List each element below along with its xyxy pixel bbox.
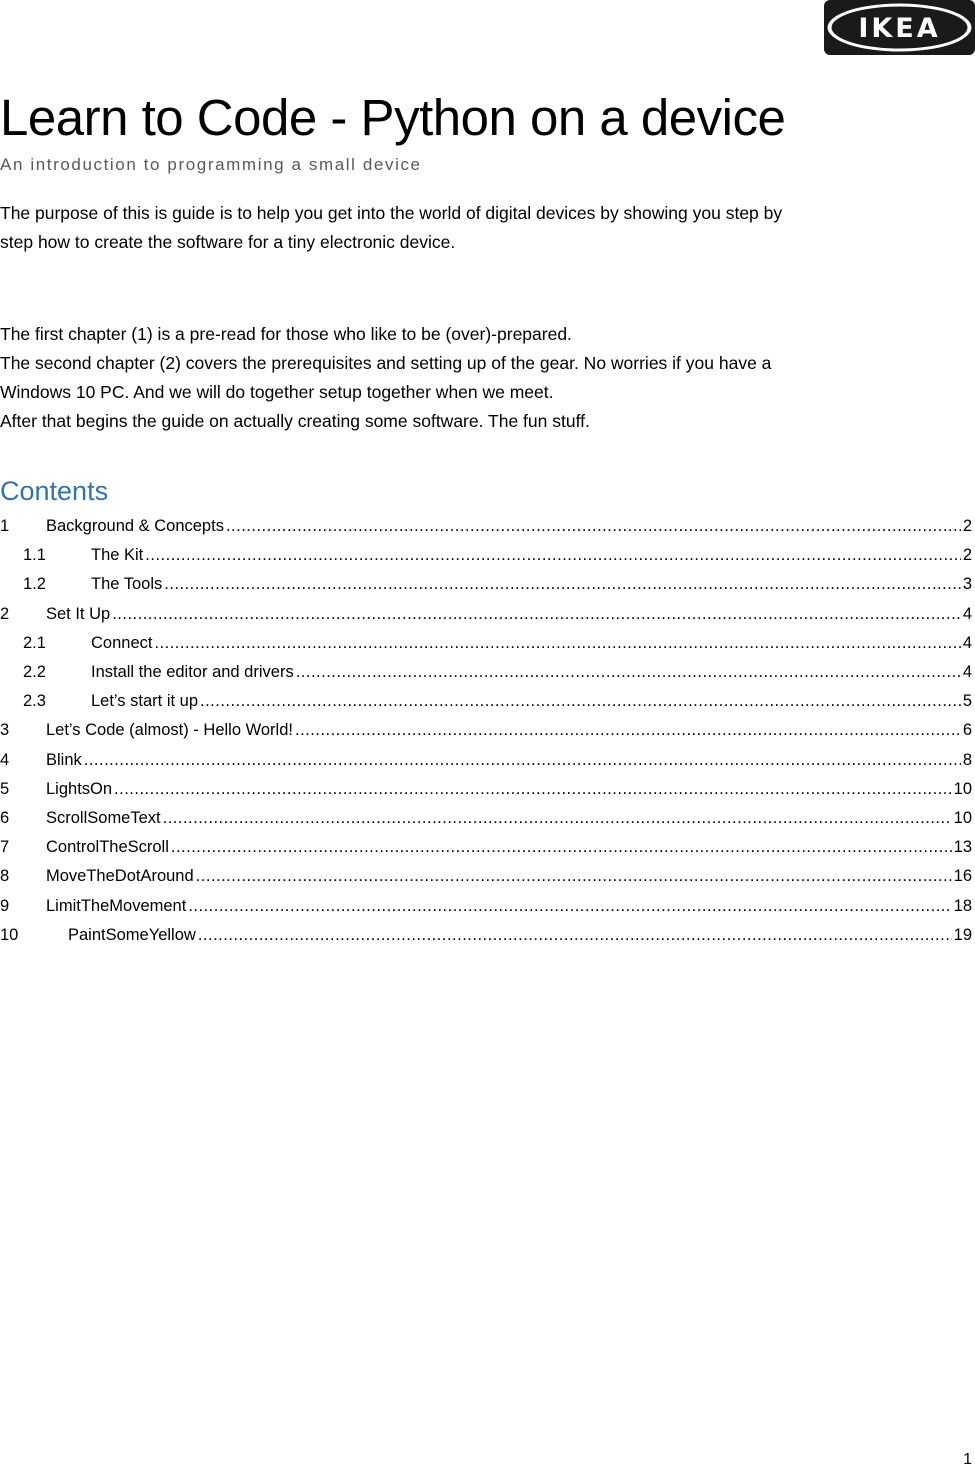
toc-entry-1[interactable] bbox=[0, 512, 975, 541]
toc-entry-number: 2.3 bbox=[23, 692, 46, 711]
toc-entry-page: 4 bbox=[962, 604, 972, 623]
intro-paragraph bbox=[0, 199, 965, 257]
toc-entry-7[interactable] bbox=[0, 833, 975, 862]
toc-entry-number: 3 bbox=[0, 721, 10, 740]
ikea-logo bbox=[824, 0, 975, 55]
document-title: Learn to Code - Python on a device bbox=[0, 89, 786, 146]
toc-dot-leader bbox=[114, 780, 952, 799]
toc-entry-number: 10 bbox=[0, 925, 19, 944]
toc-entry-3[interactable] bbox=[0, 716, 975, 745]
toc-entry-8[interactable] bbox=[0, 862, 975, 891]
toc-entry-1-2[interactable] bbox=[0, 570, 975, 599]
toc-entry-page: 5 bbox=[962, 692, 972, 711]
toc-entry-number: 5 bbox=[0, 779, 10, 798]
toc-entry-6[interactable] bbox=[0, 804, 975, 833]
toc-entry-title: Blink bbox=[46, 750, 82, 769]
toc-entry-2-3[interactable] bbox=[0, 687, 975, 716]
contents-heading: Contents bbox=[0, 476, 109, 506]
toc-entry-title: PaintSomeYellow bbox=[68, 925, 196, 944]
toc-entry-4[interactable] bbox=[0, 746, 975, 775]
toc-dot-leader bbox=[295, 721, 961, 740]
toc-dot-leader bbox=[196, 867, 952, 886]
toc-entry-title: The Tools bbox=[91, 575, 163, 594]
toc-entry-number: 1.1 bbox=[23, 546, 46, 565]
toc-entry-number: 8 bbox=[0, 867, 10, 886]
toc-entry-page: 10 bbox=[953, 779, 972, 798]
toc-entry-title: ScrollSomeText bbox=[46, 808, 161, 827]
toc-entry-page: 13 bbox=[953, 838, 972, 857]
toc-entry-10[interactable] bbox=[0, 921, 975, 950]
toc-entry-page: 19 bbox=[953, 925, 972, 944]
toc-entry-title: Background & Concepts bbox=[46, 517, 224, 536]
toc-entry-number: 2.1 bbox=[23, 633, 46, 652]
toc-dot-leader bbox=[296, 663, 961, 682]
toc-entry-number: 9 bbox=[0, 896, 10, 915]
toc-dot-leader bbox=[84, 751, 961, 770]
toc-entry-number: 6 bbox=[0, 808, 10, 827]
toc-dot-leader bbox=[163, 809, 952, 828]
intro-line-2: step how to create the software for a tiny electronic device. bbox=[0, 232, 456, 252]
toc-entry-title: MoveTheDotAround bbox=[46, 867, 194, 886]
toc-entry-title: The Kit bbox=[91, 546, 144, 565]
toc-entry-9[interactable] bbox=[0, 891, 975, 920]
toc-entry-page: 8 bbox=[962, 750, 972, 769]
toc-entry-number: 4 bbox=[0, 750, 10, 769]
ikea-logo-text: IKEA bbox=[858, 13, 941, 44]
toc-entry-number: 2.2 bbox=[23, 663, 46, 682]
toc-entry-page: 6 bbox=[962, 721, 972, 740]
toc-entry-1-1[interactable] bbox=[0, 541, 975, 570]
toc-entry-title: Let’s Code (almost) - Hello World! bbox=[46, 721, 293, 740]
toc-entry-title: Let’s start it up bbox=[91, 692, 199, 711]
intro-line-1: The purpose of this is guide is to help you get into the world of digital devices by showing you step by bbox=[0, 203, 783, 223]
table-of-contents bbox=[0, 512, 975, 950]
toc-entry-number: 1 bbox=[0, 517, 10, 536]
toc-dot-leader bbox=[198, 926, 952, 945]
toc-dot-leader bbox=[226, 517, 961, 536]
toc-entry-2[interactable] bbox=[0, 600, 975, 629]
toc-dot-leader bbox=[188, 897, 951, 916]
page-number: 1 bbox=[963, 1451, 972, 1468]
toc-entry-2-2[interactable] bbox=[0, 658, 975, 687]
chapters-line-3: Windows 10 PC. And we will do together setup together when we meet. bbox=[0, 382, 554, 402]
toc-entry-page: 4 bbox=[962, 633, 972, 652]
chapters-line-1: The first chapter (1) is a pre-read for those who like to be (over)-prepared. bbox=[0, 324, 572, 344]
toc-entry-page: 2 bbox=[962, 546, 972, 565]
toc-dot-leader bbox=[164, 575, 961, 594]
toc-entry-page: 4 bbox=[962, 663, 972, 682]
toc-dot-leader bbox=[145, 546, 961, 565]
toc-entry-2-1[interactable] bbox=[0, 629, 975, 658]
toc-entry-title: Install the editor and drivers bbox=[91, 663, 294, 682]
chapters-line-4: After that begins the guide on actually creating some software. The fun stuff. bbox=[0, 411, 590, 431]
chapters-paragraph bbox=[0, 320, 965, 436]
toc-dot-leader bbox=[171, 838, 952, 857]
toc-entry-title: Connect bbox=[91, 633, 153, 652]
toc-entry-page: 18 bbox=[953, 896, 972, 915]
toc-entry-page: 2 bbox=[962, 517, 972, 536]
toc-entry-title: ControlTheScroll bbox=[46, 838, 169, 857]
toc-entry-title: Set It Up bbox=[46, 604, 111, 623]
toc-entry-number: 1.2 bbox=[23, 575, 46, 594]
toc-entry-number: 7 bbox=[0, 838, 10, 857]
toc-dot-leader bbox=[200, 692, 961, 711]
toc-entry-page: 10 bbox=[953, 808, 972, 827]
toc-entry-title: LimitTheMovement bbox=[46, 896, 187, 915]
toc-entry-page: 16 bbox=[953, 867, 972, 886]
toc-entry-title: LightsOn bbox=[46, 779, 113, 798]
chapters-line-2: The second chapter (2) covers the prerequisites and setting up of the gear. No worries if you have a bbox=[0, 353, 772, 373]
toc-entry-5[interactable] bbox=[0, 775, 975, 804]
document-subtitle: An introduction to programming a small device bbox=[0, 155, 422, 174]
toc-entry-number: 2 bbox=[0, 604, 10, 623]
toc-entry-page: 3 bbox=[962, 575, 972, 594]
toc-dot-leader bbox=[154, 634, 960, 653]
toc-dot-leader bbox=[112, 605, 961, 624]
